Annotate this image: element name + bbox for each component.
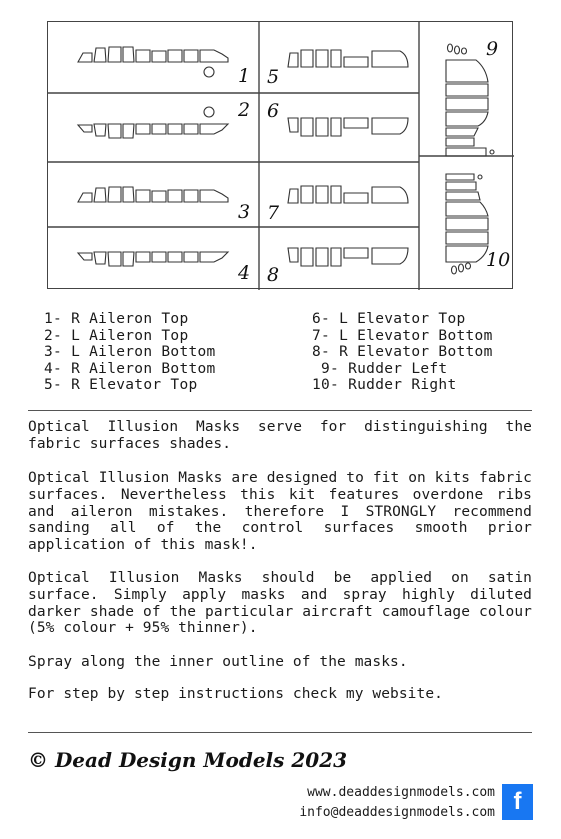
instruction-paragraph-5: For step by step instructions check my website. [28,686,443,702]
legend-item: 9- Rudder Left [312,360,448,377]
mask-number-4: 4 [238,262,251,284]
legend-item: 7- L Elevator Bottom [312,327,493,344]
divider-top [28,410,532,411]
mask-outlines [48,22,514,290]
email-link[interactable]: info@deaddesignmodels.com [299,805,495,820]
legend-item: 3- L Aileron Bottom [44,344,216,361]
legend-item: 2- L Aileron Top [44,327,189,344]
mask-number-2: 2 [238,99,251,121]
legend-item: 6- L Elevator Top [312,311,466,327]
divider-bottom [28,732,532,733]
legend-item: 4- R Aileron Bottom [44,360,216,377]
facebook-icon[interactable]: f [502,784,533,820]
legend-right [312,311,493,394]
mask-4-aileron [78,252,228,266]
mask-number-1: 1 [238,65,251,87]
website-link[interactable]: www.deaddesignmodels.com [307,785,495,800]
mask-number-5: 5 [267,66,280,88]
mask-10-rudder [446,174,488,274]
instruction-paragraph-2: Optical Illusion Masks are designed to fit on kits fabric surfaces. Nevertheless this kit features overdone ribs and aileron mistakes. therefore I STRONGLY recommend sanding all of the control surfaces smooth prior application of this mask!. [28,470,532,554]
mask-9-rudder [446,44,494,156]
mask-number-3: 3 [238,201,251,223]
mask-3-aileron [78,187,228,202]
mask-sheet [47,21,513,289]
mask-number-8: 8 [267,264,280,286]
mask-8-elevator [288,248,408,266]
legend-item: 1- R Aileron Top [44,311,189,327]
mask-number-6: 6 [267,100,280,122]
instruction-paragraph-4: Spray along the inner outline of the masks. [28,654,408,670]
legend-left [44,311,216,394]
copyright-notice: © Dead Design Models 2023 [28,748,348,772]
mask-1-aileron [78,47,228,77]
mask-7-elevator [288,186,408,203]
mask-number-10: 10 [486,249,511,271]
mask-5-elevator [288,50,408,67]
mask-2-aileron [78,107,228,138]
instruction-paragraph-1: Optical Illusion Masks serve for distinguishing the fabric surfaces shades. [28,419,532,452]
legend-item: 10- Rudder Right [312,377,457,394]
mask-number-7: 7 [267,202,280,224]
mask-number-9: 9 [486,38,499,60]
instruction-paragraph-3: Optical Illusion Masks should be applied on satin surface. Simply apply masks and spray highly diluted darker shade of the particular aircraft camouflage colour (5% colour + 95% thinner). [28,570,532,637]
legend-item: 8- R Elevator Bottom [312,344,493,361]
mask-6-elevator [288,118,408,136]
legend-item: 5- R Elevator Top [44,377,198,394]
